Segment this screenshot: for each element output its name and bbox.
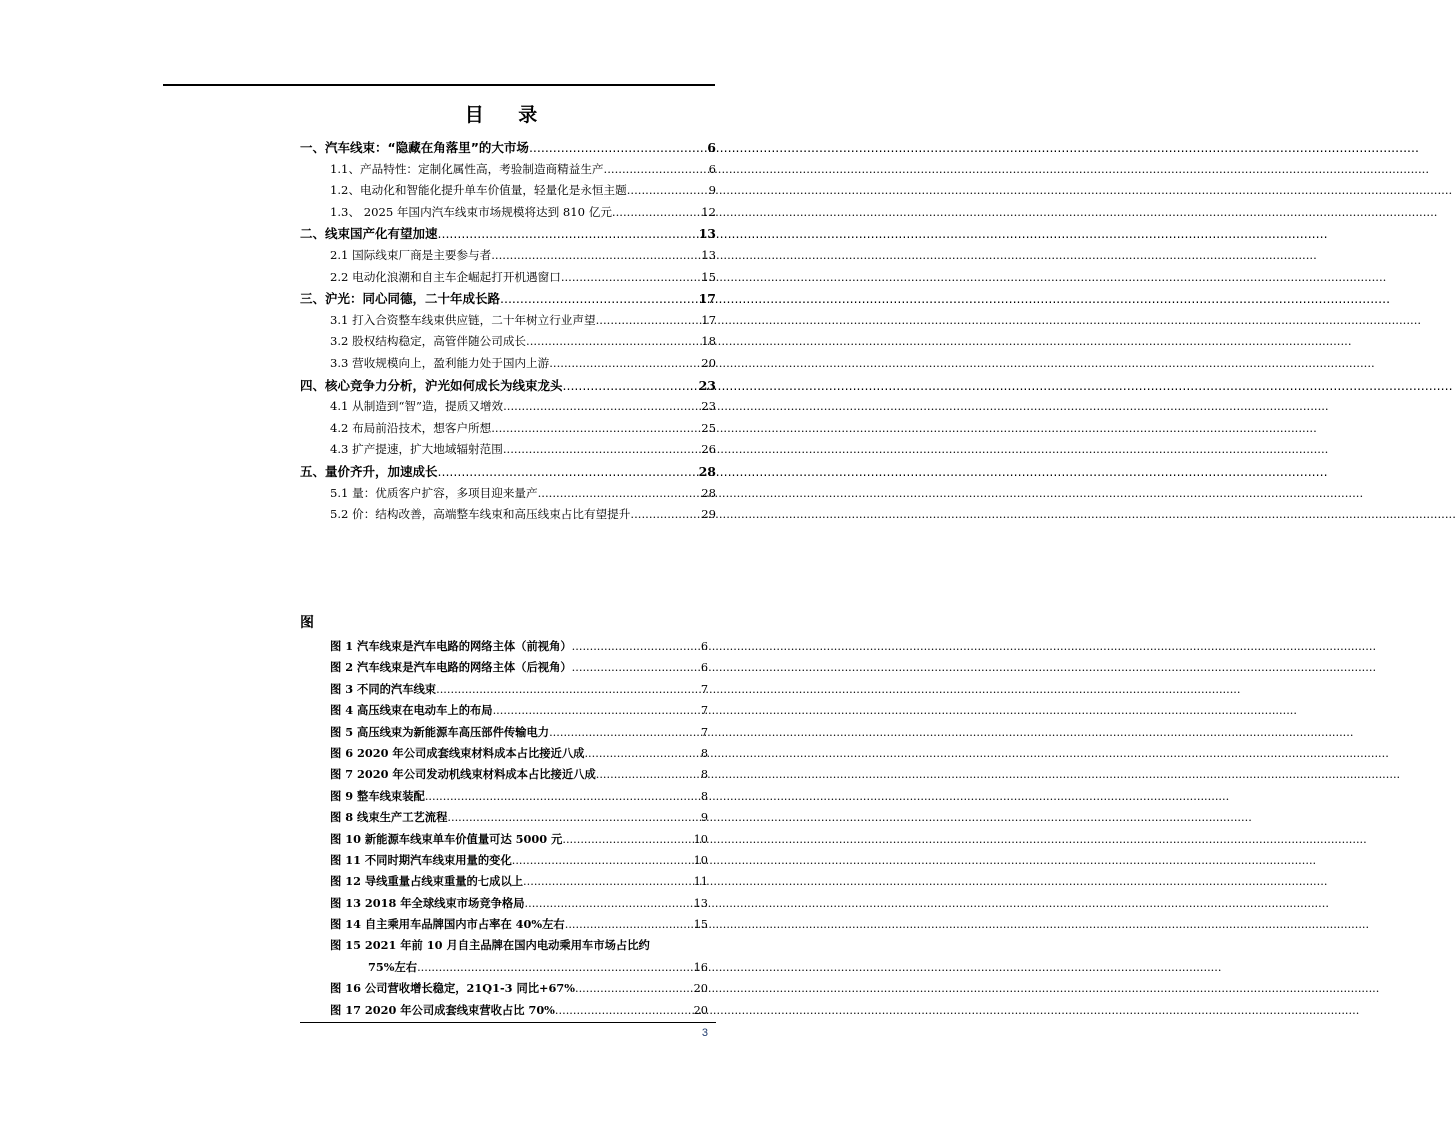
figure-entry[interactable] xyxy=(330,786,708,807)
dot-leader xyxy=(627,180,708,202)
toc-entry-page: 15 xyxy=(701,269,716,284)
toc-section-entry[interactable] xyxy=(300,439,716,461)
toc-entry-title: 3.2 股权结构稳定，高管伴随公司成长 xyxy=(330,334,527,349)
figure-entry[interactable] xyxy=(330,850,708,871)
dot-leader xyxy=(538,483,701,505)
figure-entry[interactable] xyxy=(330,978,708,999)
toc-chapter-entry[interactable] xyxy=(300,461,716,483)
figure-entry-title: 图 11 不同时期汽车线束用量的变化 xyxy=(330,852,512,867)
figure-entry-page: 9 xyxy=(700,811,708,825)
footer-rule xyxy=(300,1022,716,1023)
toc-entry-title: 3.1 打入合资整车线束供应链，二十年树立行业声望 xyxy=(330,312,596,327)
dot-leader xyxy=(526,331,700,353)
figure-entry[interactable] xyxy=(330,893,708,914)
toc-entry-page: 17 xyxy=(698,291,716,307)
page-number: 3 xyxy=(701,1027,708,1039)
figure-entry-page: 11 xyxy=(693,875,708,889)
toc-entry-page: 20 xyxy=(701,355,716,370)
dot-leader xyxy=(438,223,698,245)
toc-entry-title: 1.3、 2025 年国内汽车线束市场规模将达到 810 亿元 xyxy=(330,204,612,219)
toc-section-entry[interactable] xyxy=(300,396,716,418)
figure-entry-page: 20 xyxy=(693,1003,708,1017)
toc-section-entry[interactable] xyxy=(300,159,716,181)
figure-entry-page: 8 xyxy=(700,768,708,782)
dot-leader xyxy=(491,418,700,440)
toc-entry-page: 25 xyxy=(701,420,716,435)
dot-leader xyxy=(500,288,698,310)
dot-leader xyxy=(630,504,700,526)
toc-entry-page: 12 xyxy=(701,204,716,219)
dot-leader xyxy=(575,978,693,999)
figure-entry-page: 16 xyxy=(693,960,708,974)
dot-leader xyxy=(596,764,700,785)
header-rule xyxy=(163,84,715,86)
figure-entry[interactable] xyxy=(330,871,708,892)
dot-leader xyxy=(604,159,708,181)
page-title: 目 录 xyxy=(464,104,552,126)
dot-leader xyxy=(562,829,692,850)
dot-leader xyxy=(503,396,700,418)
toc-entry-title: 四、核心竞争力分析，沪光如何成长为线束龙头 xyxy=(300,377,563,393)
figure-entry[interactable] xyxy=(330,679,708,700)
toc-section-entry[interactable] xyxy=(300,180,716,202)
figure-entry[interactable] xyxy=(330,807,708,828)
dot-leader xyxy=(549,353,700,375)
toc-entry-page: 6 xyxy=(708,161,716,176)
dot-leader xyxy=(512,850,693,871)
dot-leader xyxy=(549,722,700,743)
figure-entry-page: 7 xyxy=(700,725,708,739)
figure-entry-title: 图 13 2018 年全球线束市场竞争格局 xyxy=(330,895,525,910)
toc-section-entry[interactable] xyxy=(300,310,716,332)
figure-entry[interactable] xyxy=(330,722,708,743)
toc-entry-title: 1.2、电动化和智能化提升单车价值量，轻量化是永恒主题 xyxy=(330,183,627,198)
dot-leader xyxy=(584,743,699,764)
dot-leader xyxy=(447,807,699,828)
toc-section-entry[interactable] xyxy=(300,202,716,224)
toc-section-entry[interactable] xyxy=(300,504,716,526)
toc-entry-page: 13 xyxy=(698,226,716,242)
toc-section-entry[interactable] xyxy=(300,483,716,505)
figures-heading: 图 xyxy=(300,615,314,631)
figure-entry[interactable] xyxy=(330,657,708,678)
toc-entry-title: 2.2 电动化浪潮和自主车企崛起打开机遇窗口 xyxy=(330,269,561,284)
toc-entry-title: 4.1 从制造到“智”造，提质又增效 xyxy=(330,399,504,414)
figure-entry[interactable] xyxy=(330,700,708,721)
toc-entry-page: 26 xyxy=(701,442,716,457)
figure-entry[interactable] xyxy=(330,829,708,850)
toc-entry-title: 三、沪光：同心同德，二十年成长路 xyxy=(300,291,501,307)
dot-leader xyxy=(612,202,700,224)
toc-entry-page: 23 xyxy=(698,377,716,393)
figure-entry-page: 7 xyxy=(700,704,708,718)
figure-entry[interactable] xyxy=(330,636,708,657)
figure-entry-page: 10 xyxy=(693,853,708,867)
toc-entry-title: 5.1 量：优质客户扩容，多项目迎来量产 xyxy=(330,485,538,500)
toc-section-entry[interactable] xyxy=(300,418,716,440)
toc-entry-title: 4.2 布局前沿技术，想客户所想 xyxy=(330,420,492,435)
dot-leader xyxy=(491,245,700,267)
toc-entry-title: 3.3 营收规模向上，盈利能力处于国内上游 xyxy=(330,355,550,370)
dot-leader xyxy=(523,871,693,892)
dot-leader xyxy=(565,914,693,935)
toc-entry-page: 13 xyxy=(701,247,716,262)
figure-entry-title: 图 14 自主乘用车品牌国内市占率在 40%左右 xyxy=(330,917,565,932)
toc-section-entry[interactable] xyxy=(300,245,716,267)
figure-entry[interactable] xyxy=(330,764,708,785)
figure-entry-page: 6 xyxy=(700,661,708,675)
figure-entry-page: 13 xyxy=(693,896,708,910)
dot-leader xyxy=(529,137,706,159)
toc-entry-page: 28 xyxy=(698,463,716,479)
toc-entry-page: 9 xyxy=(708,183,716,198)
toc-entry-title: 二、线束国产化有望加速 xyxy=(300,226,438,242)
figure-entry-title: 图 12 导线重量占线束重量的七成以上 xyxy=(330,874,524,889)
dot-leader xyxy=(417,957,693,978)
figure-entry-title: 图 8 线束生产工艺流程 xyxy=(330,810,448,825)
toc-entry-page: 29 xyxy=(701,507,716,522)
toc-chapter-entry[interactable] xyxy=(300,375,716,397)
figure-entry-title-cont: 75%左右 xyxy=(368,959,418,974)
toc-entry-page: 18 xyxy=(701,334,716,349)
toc-chapter-entry[interactable] xyxy=(300,288,716,310)
dot-leader xyxy=(438,461,698,483)
toc-entry-page: 23 xyxy=(701,399,716,414)
figure-entry[interactable] xyxy=(330,914,708,935)
toc-section-entry[interactable] xyxy=(300,331,716,353)
figure-entry-title: 图 4 高压线束在电动车上的布局 xyxy=(330,703,493,718)
figure-entry-page: 8 xyxy=(700,789,708,803)
figure-entry[interactable] xyxy=(330,743,708,764)
dot-leader xyxy=(572,636,700,657)
dot-leader xyxy=(596,310,701,332)
figure-entry-title: 图 7 2020 年公司发动机线束材料成本占比接近八成 xyxy=(330,767,596,782)
figure-entry-page: 7 xyxy=(700,682,708,696)
figure-entry-title: 图 16 公司营收增长稳定，21Q1-3 同比+67% xyxy=(330,981,575,996)
toc-entry-page: 6 xyxy=(707,140,716,155)
figure-entry-title: 图 1 汽车线束是汽车电路的网络主体（前视角） xyxy=(330,639,572,653)
toc-section-entry[interactable] xyxy=(300,267,716,289)
toc-entry-page: 17 xyxy=(701,312,716,327)
figure-entry-title: 图 10 新能源车线束单车价值量可达 5000 元 xyxy=(330,831,563,846)
toc-entry-page: 28 xyxy=(701,485,716,500)
toc-entry-title: 4.3 扩产提速，扩大地域辐射范围 xyxy=(330,442,503,457)
dot-leader xyxy=(493,700,700,721)
dot-leader xyxy=(425,786,700,807)
dot-leader xyxy=(436,679,700,700)
figure-entry-title: 图 5 高压线束为新能源车高压部件传输电力 xyxy=(330,724,550,739)
dot-leader xyxy=(503,439,700,461)
table-of-contents xyxy=(300,137,716,526)
dot-leader xyxy=(561,267,700,289)
toc-entry-title: 2.1 国际线束厂商是主要参与者 xyxy=(330,247,492,262)
figure-entry-title: 图 2 汽车线束是汽车电路的网络主体（后视角） xyxy=(330,660,572,675)
figure-entry-page: 15 xyxy=(693,918,708,932)
figure-entry[interactable] xyxy=(330,1000,708,1021)
figure-entry-title: 图 3 不同的汽车线束 xyxy=(330,681,437,696)
dot-leader xyxy=(563,375,698,397)
figure-entry-page: 8 xyxy=(700,746,708,760)
figure-entry-page: 10 xyxy=(693,832,708,846)
figure-entry-page: 6 xyxy=(700,640,708,653)
list-of-figures xyxy=(330,636,708,1021)
figure-entry[interactable] xyxy=(330,935,708,978)
toc-entry-title: 五、量价齐升，加速成长 xyxy=(300,463,438,479)
dot-leader xyxy=(572,657,700,678)
dot-leader xyxy=(555,1000,693,1021)
toc-chapter-entry[interactable] xyxy=(300,137,716,159)
figure-entry-page: 20 xyxy=(693,982,708,996)
toc-entry-title: 1.1、产品特性：定制化属性高，考验制造商精益生产 xyxy=(330,161,604,176)
toc-section-entry[interactable] xyxy=(300,353,716,375)
figure-entry-title: 图 17 2020 年公司成套线束营收占比 70% xyxy=(330,1002,555,1017)
dot-leader xyxy=(525,893,693,914)
toc-entry-title: 5.2 价：结构改善，高端整车线束和高压线束占比有望提升 xyxy=(330,507,631,522)
figure-entry-continuation xyxy=(330,957,708,978)
toc-chapter-entry[interactable] xyxy=(300,223,716,245)
figure-entry-title: 图 9 整车线束装配 xyxy=(330,788,425,803)
figure-entry-title: 图 6 2020 年公司成套线束材料成本占比接近八成 xyxy=(330,745,585,760)
figure-entry-title: 图 15 2021 年前 10 月自主品牌在国内电动乘用车市场占比约 xyxy=(330,938,650,953)
toc-entry-title: 一、汽车线束：“隐藏在角落里”的大市场 xyxy=(300,140,529,155)
